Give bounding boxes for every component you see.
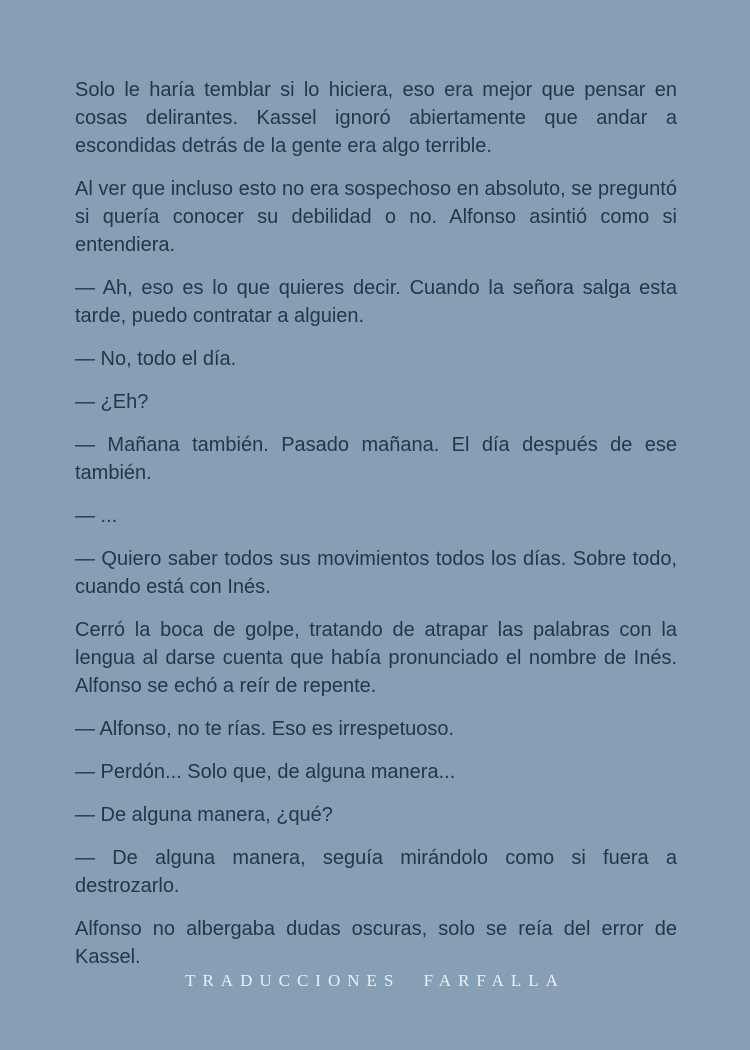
paragraph-dialogue: — Mañana también. Pasado mañana. El día después de ese también. xyxy=(75,434,677,484)
paragraph-dialogue: — De alguna manera, ¿qué? xyxy=(75,804,333,826)
paragraph-dialogue: — Alfonso, no te rías. Eso es irrespetuoso. xyxy=(75,718,455,740)
paragraph-dialogue: — Perdón... Solo que, de alguna manera... xyxy=(75,761,456,783)
paragraph-narration: Alfonso no albergaba dudas oscuras, solo se reía del error de Kassel. xyxy=(75,918,677,968)
text-block xyxy=(75,76,677,971)
paragraph-dialogue: — Quiero saber todos sus movimientos todos los días. Sobre todo, cuando está con Inés. xyxy=(75,548,677,598)
paragraph-dialogue: — ¿Eh? xyxy=(75,391,149,413)
paragraph-dialogue: — ... xyxy=(75,505,118,527)
footer-brand: TRADUCCIONES FARFALLA xyxy=(185,971,565,990)
paragraph-dialogue: — De alguna manera, seguía mirándolo como si fuera a destrozarlo. xyxy=(75,847,677,897)
paragraph-narration: Al ver que incluso esto no era sospechoso en absoluto, se preguntó si quería conocer su debilidad o no. Alfonso asintió como si entendiera. xyxy=(75,178,677,256)
paragraph-narration: Solo le haría temblar si lo hiciera, eso era mejor que pensar en cosas delirantes. Kassel ignoró abiertamente que andar a escondidas detrás de la gente era algo terrible. xyxy=(75,79,677,157)
paragraph-dialogue: — No, todo el día. xyxy=(75,348,237,370)
paragraph-narration: Cerró la boca de golpe, tratando de atrapar las palabras con la lengua al darse cuenta que había pronunciado el nombre de Inés. Alfonso se echó a reír de repente. xyxy=(75,619,677,697)
paragraph-dialogue: — Ah, eso es lo que quieres decir. Cuando la señora salga esta tarde, puedo contratar a alguien. xyxy=(75,277,677,327)
